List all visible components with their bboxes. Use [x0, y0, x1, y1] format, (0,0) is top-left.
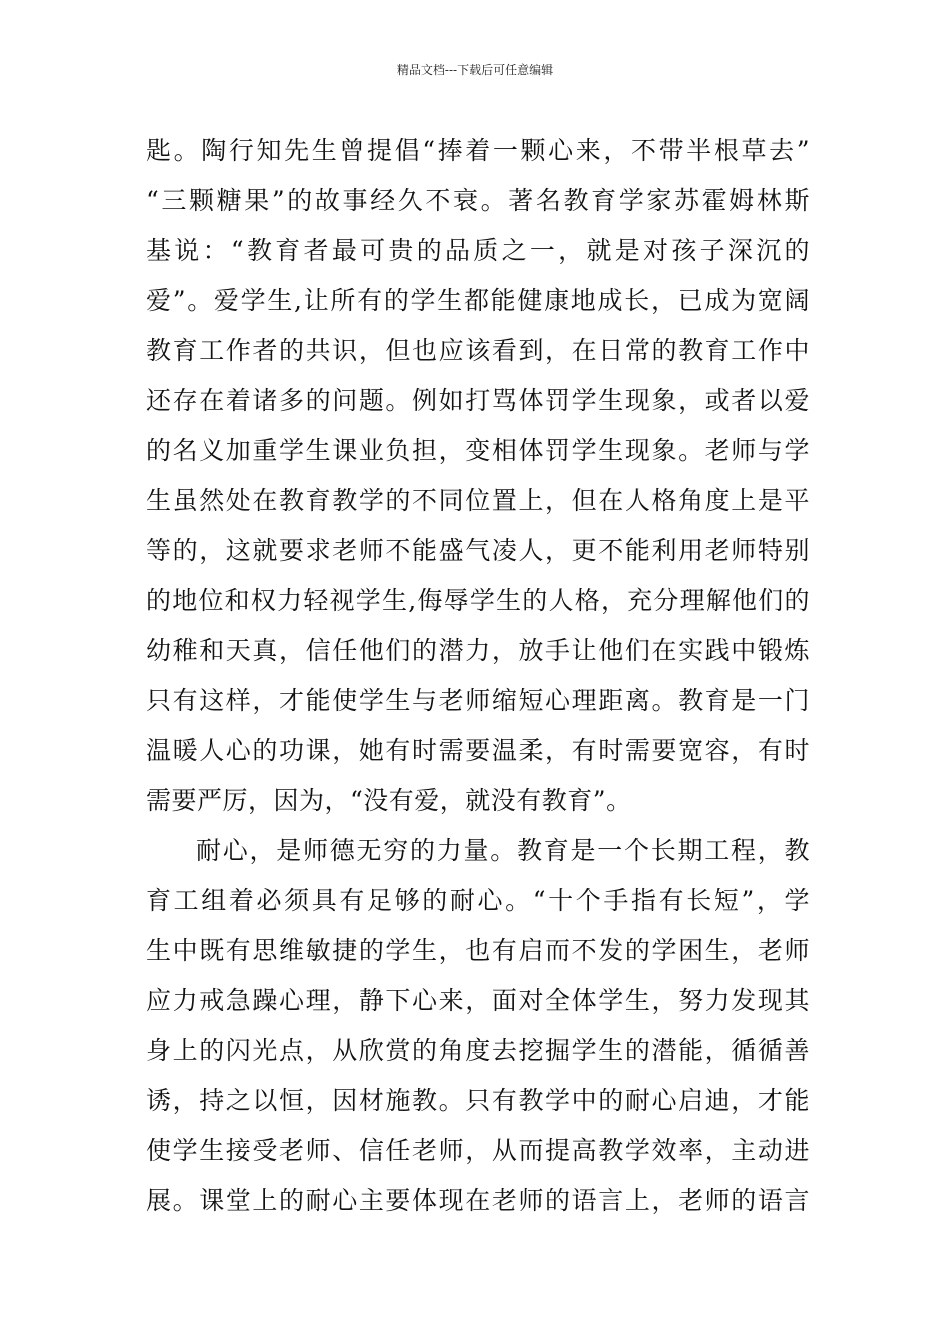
text-line: 的名义加重学生课业负担，变相体罚学生现象。老师与学: [146, 436, 810, 465]
text-line: 幼稚和天真，信任他们的潜力，放手让他们在实践中锻炼: [146, 636, 810, 665]
text-line: 只有这样，才能使学生与老师缩短心理距离。教育是一门: [146, 686, 810, 715]
page-header: 精品文档---下载后可任意编辑: [396, 63, 554, 77]
text-line: 还存在着诸多的问题。例如打骂体罚学生现象，或者以爱: [146, 386, 810, 415]
text-line: 等的，这就要求老师不能盛气凌人，更不能利用老师特别: [146, 536, 810, 565]
text-line: 生虽然处在教育教学的不同位置上，但在人格角度上是平: [146, 486, 810, 515]
paragraph-end-line: 需要严厉，因为，“没有爱，就没有教育”。: [146, 786, 632, 815]
text-line: “三颗糖果”的故事经久不衰。著名教育学家苏霍姆林斯: [146, 186, 810, 215]
text-line: 匙。陶行知先生曾提倡“捧着一颗心来，不带半根草去”: [146, 136, 810, 165]
text-line: 教育工作者的共识，但也应该看到，在日常的教育工作中: [146, 336, 810, 365]
text-line: 应力戒急躁心理，静下心来，面对全体学生，努力发现其: [146, 986, 810, 1015]
text-line: 展。课堂上的耐心主要体现在老师的语言上，老师的语言: [146, 1186, 810, 1215]
body-text: [146, 126, 810, 1226]
text-line: 温暖人心的功课，她有时需要温柔，有时需要宽容，有时: [146, 736, 810, 765]
paragraph-start-line: 耐心，是师德无穷的力量。教育是一个长期工程，教: [196, 836, 810, 865]
text-line: 身上的闪光点，从欣赏的角度去挖掘学生的潜能，循循善: [146, 1036, 810, 1065]
text-line: 基说：“教育者最可贵的品质之一，就是对孩子深沉的: [146, 236, 810, 265]
text-line: 的地位和权力轻视学生,侮辱学生的人格，充分理解他们的: [146, 586, 810, 615]
text-line: 爱”。爱学生,让所有的学生都能健康地成长，已成为宽阔: [146, 286, 810, 315]
text-line: 使学生接受老师、信任老师，从而提高教学效率，主动进: [146, 1136, 810, 1165]
text-line: 育工组着必须具有足够的耐心。“十个手指有长短”，学: [146, 886, 810, 915]
text-line: 生中既有思维敏捷的学生，也有启而不发的学困生，老师: [146, 936, 810, 965]
text-line: 诱，持之以恒，因材施教。只有教学中的耐心启迪，才能: [146, 1086, 810, 1115]
